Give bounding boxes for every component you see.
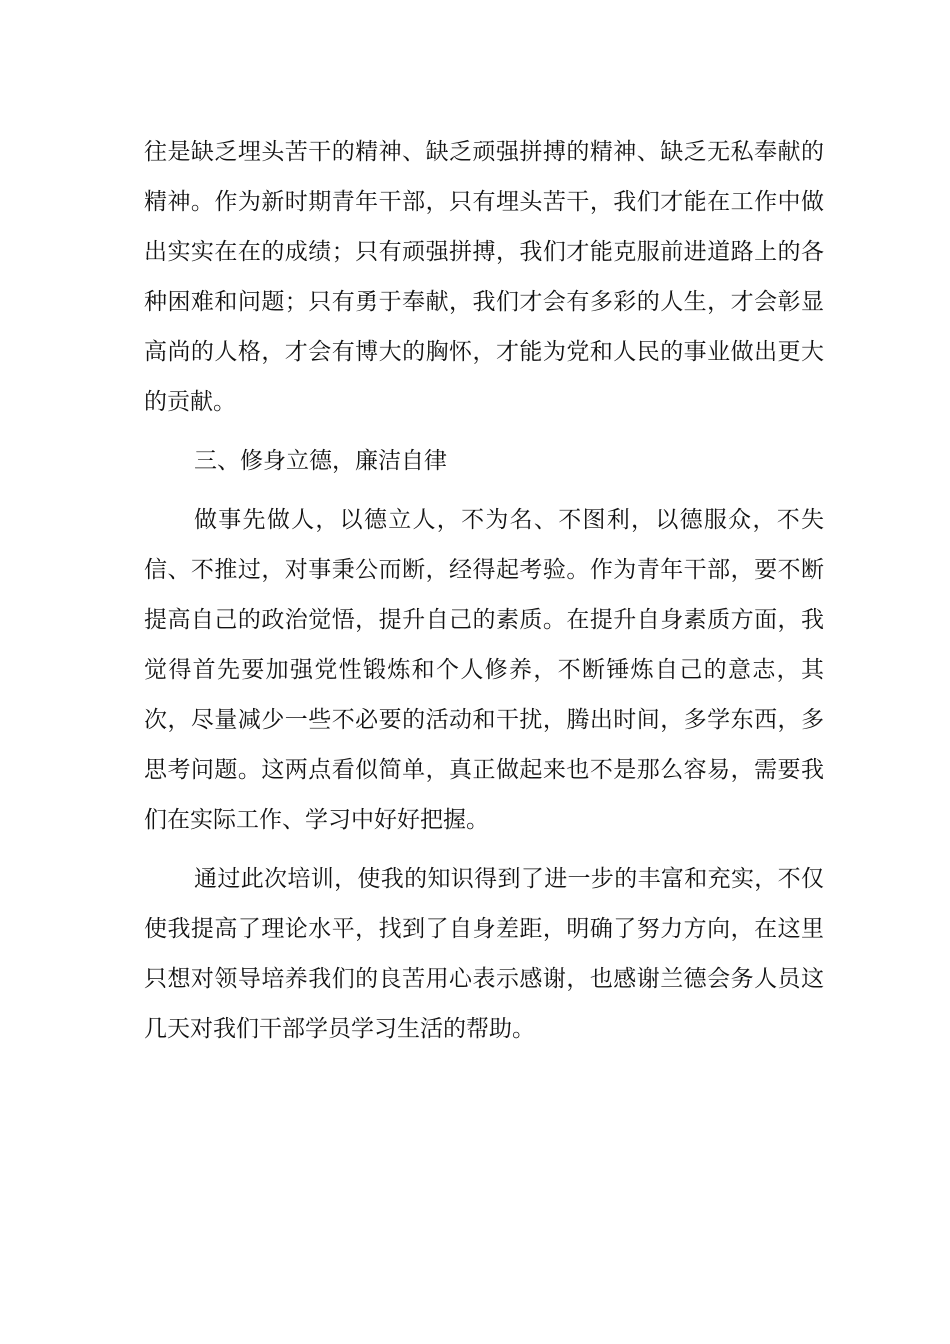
paragraph-conclusion: 通过此次培训，使我的知识得到了进一步的丰富和充实，不仅使我提高了理论水平，找到了自身差距，明确了努力方向，在这里只想对领导培养我们的良苦用心表示感谢，也感谢兰德会务人员这几天对我们干部学员学习生活的帮助。 xyxy=(144,866,824,1042)
section-heading: 三、修身立德，廉洁自律 xyxy=(194,448,447,474)
paragraph-continuation: 往是缺乏埋头苦干的精神、缺乏顽强拼搏的精神、缺乏无私奉献的精神。作为新时期青年干部，只有埋头苦干，我们才能在工作中做出实实在在的成绩；只有顽强拼搏，我们才能克服前进道路上的各种困难和问题；只有勇于奉献，我们才会有多彩的人生，才会彰显高尚的人格，才会有博大的胸怀，才能为党和人民的事业做出更大的贡献。 xyxy=(144,139,824,415)
document-body xyxy=(144,127,824,1054)
paragraph-self-cultivation: 做事先做人，以德立人，不为名、不图利，以德服众，不失信、不推过，对事秉公而断，经得起考验。作为青年干部，要不断提高自己的政治觉悟，提升自己的素质。在提升自身素质方面，我觉得首先要加强党性锻炼和个人修养，不断锤炼自己的意志，其次，尽量减少一些不必要的活动和干扰，腾出时间，多学东西，多思考问题。这两点看似简单，真正做起来也不是那么容易，需要我们在实际工作、学习中好好把握。 xyxy=(144,507,824,833)
